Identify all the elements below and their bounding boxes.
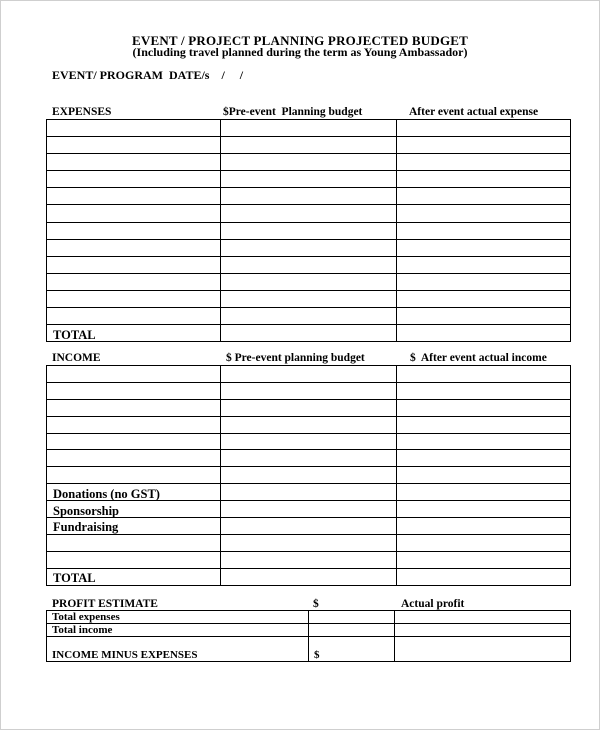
entry-cell[interactable] — [221, 518, 397, 535]
entry-cell[interactable] — [397, 256, 571, 273]
entry-cell[interactable] — [397, 273, 571, 290]
entry-cell[interactable] — [397, 137, 571, 154]
row-label-cell — [47, 273, 221, 290]
entry-cell[interactable] — [221, 501, 397, 518]
table-row — [47, 467, 571, 484]
event-date-line: EVENT/ PROGRAM DATE/s / / — [52, 68, 244, 82]
entry-cell[interactable] — [221, 290, 397, 307]
profit-row-label: INCOME MINUS EXPENSES — [47, 637, 309, 662]
entry-cell[interactable] — [221, 137, 397, 154]
table-row — [47, 568, 571, 585]
entry-cell[interactable] — [397, 399, 571, 416]
table-row — [47, 308, 571, 325]
entry-cell[interactable] — [397, 325, 571, 342]
table-row — [47, 433, 571, 450]
entry-cell[interactable] — [221, 222, 397, 239]
row-label-cell — [47, 433, 221, 450]
table-row — [47, 484, 571, 501]
row-label: Fundraising — [53, 520, 119, 535]
row-label-cell — [47, 467, 221, 484]
entry-cell[interactable] — [221, 154, 397, 171]
entry-cell[interactable] — [397, 154, 571, 171]
row-label-cell — [47, 205, 221, 222]
entry-cell[interactable] — [397, 568, 571, 585]
entry-cell[interactable] — [221, 366, 397, 383]
table-row — [47, 120, 571, 137]
table-row — [47, 637, 571, 662]
expenses-pre-event-header: $Pre-event Planning budget — [223, 106, 363, 118]
table-row — [47, 624, 571, 637]
entry-cell[interactable] — [397, 501, 571, 518]
row-label-cell — [47, 120, 221, 137]
entry-cell[interactable] — [221, 171, 397, 188]
row-label: TOTAL — [53, 327, 96, 342]
income-table — [46, 365, 571, 586]
profit-row-label: Total income — [47, 624, 309, 637]
document-subtitle: (Including travel planned during the term as Young Ambassador) — [132, 45, 468, 59]
table-row — [47, 137, 571, 154]
entry-cell[interactable] — [397, 382, 571, 399]
entry-cell[interactable] — [221, 467, 397, 484]
entry-cell[interactable] — [221, 188, 397, 205]
table-row — [47, 239, 571, 256]
entry-cell[interactable] — [221, 325, 397, 342]
entry-cell[interactable] — [397, 120, 571, 137]
table-row — [47, 366, 571, 383]
table-row — [47, 273, 571, 290]
row-label-cell — [47, 484, 221, 501]
income-pre-event-header: $ Pre-event planning budget — [226, 352, 365, 364]
table-row — [47, 501, 571, 518]
entry-cell[interactable] — [221, 399, 397, 416]
profit-estimate-cell[interactable] — [309, 611, 395, 624]
entry-cell[interactable] — [397, 290, 571, 307]
table-row — [47, 325, 571, 342]
entry-cell[interactable] — [397, 366, 571, 383]
profit-estimate-cell[interactable] — [309, 624, 395, 637]
table-row — [47, 290, 571, 307]
row-label: Donations (no GST) — [53, 486, 160, 501]
row-label-cell — [47, 325, 221, 342]
row-label-cell — [47, 416, 221, 433]
row-label-cell — [47, 399, 221, 416]
entry-cell[interactable] — [221, 382, 397, 399]
table-row — [47, 416, 571, 433]
row-label-cell — [47, 382, 221, 399]
entry-cell[interactable] — [221, 551, 397, 568]
table-row — [47, 188, 571, 205]
row-label-cell — [47, 222, 221, 239]
entry-cell[interactable] — [221, 239, 397, 256]
entry-cell[interactable] — [397, 518, 571, 535]
row-label-cell — [47, 239, 221, 256]
row-label-cell — [47, 568, 221, 585]
table-row — [47, 171, 571, 188]
income-actual-header: $ After event actual income — [410, 352, 547, 364]
actual-profit-cell[interactable] — [395, 637, 571, 662]
row-label-cell — [47, 366, 221, 383]
entry-cell[interactable] — [397, 467, 571, 484]
row-label-cell — [47, 501, 221, 518]
entry-cell[interactable] — [221, 308, 397, 325]
actual-profit-cell[interactable] — [395, 611, 571, 624]
actual-profit-cell[interactable] — [395, 624, 571, 637]
profit-dollar-header: $ — [313, 598, 319, 610]
row-label-cell — [47, 308, 221, 325]
entry-cell[interactable] — [221, 273, 397, 290]
entry-cell[interactable] — [221, 433, 397, 450]
entry-cell[interactable] — [221, 205, 397, 222]
entry-cell[interactable] — [221, 450, 397, 467]
table-row — [47, 205, 571, 222]
income-heading: INCOME — [52, 352, 101, 364]
entry-cell[interactable] — [221, 120, 397, 137]
entry-cell[interactable] — [221, 484, 397, 501]
table-row — [47, 611, 571, 624]
entry-cell[interactable] — [221, 534, 397, 551]
row-label-cell — [47, 450, 221, 467]
entry-cell[interactable] — [221, 568, 397, 585]
table-row — [47, 534, 571, 551]
entry-cell[interactable] — [397, 239, 571, 256]
profit-row-label: Total expenses — [47, 611, 309, 624]
row-label-cell — [47, 551, 221, 568]
entry-cell[interactable] — [397, 484, 571, 501]
profit-estimate-cell[interactable]: $ — [309, 637, 395, 662]
profit-heading: PROFIT ESTIMATE — [52, 598, 158, 610]
row-label: TOTAL — [53, 571, 96, 586]
table-row — [47, 551, 571, 568]
row-label-cell — [47, 188, 221, 205]
table-row — [47, 382, 571, 399]
entry-cell[interactable] — [397, 416, 571, 433]
entry-cell[interactable] — [221, 256, 397, 273]
row-label-cell — [47, 154, 221, 171]
table-row — [47, 222, 571, 239]
table-row — [47, 154, 571, 171]
entry-cell[interactable] — [397, 188, 571, 205]
document-title: EVENT / PROJECT PLANNING PROJECTED BUDGET — [131, 33, 469, 48]
expenses-table — [46, 119, 571, 342]
entry-cell[interactable] — [397, 551, 571, 568]
row-label-cell — [47, 137, 221, 154]
table-row — [47, 399, 571, 416]
entry-cell[interactable] — [397, 534, 571, 551]
profit-table — [46, 610, 571, 662]
entry-cell[interactable] — [397, 308, 571, 325]
row-label: Sponsorship — [53, 503, 120, 518]
table-row — [47, 450, 571, 467]
row-label-cell — [47, 518, 221, 535]
row-label-cell — [47, 171, 221, 188]
entry-cell[interactable] — [397, 433, 571, 450]
entry-cell[interactable] — [397, 222, 571, 239]
row-label-cell — [47, 256, 221, 273]
expenses-heading: EXPENSES — [52, 106, 112, 118]
table-row — [47, 518, 571, 535]
row-label-cell — [47, 290, 221, 307]
entry-cell[interactable] — [397, 205, 571, 222]
row-label-cell — [47, 534, 221, 551]
entry-cell[interactable] — [397, 450, 571, 467]
profit-actual-header: Actual profit — [401, 598, 465, 610]
entry-cell[interactable] — [397, 171, 571, 188]
table-row — [47, 256, 571, 273]
entry-cell[interactable] — [221, 416, 397, 433]
expenses-actual-header: After event actual expense — [409, 106, 539, 118]
